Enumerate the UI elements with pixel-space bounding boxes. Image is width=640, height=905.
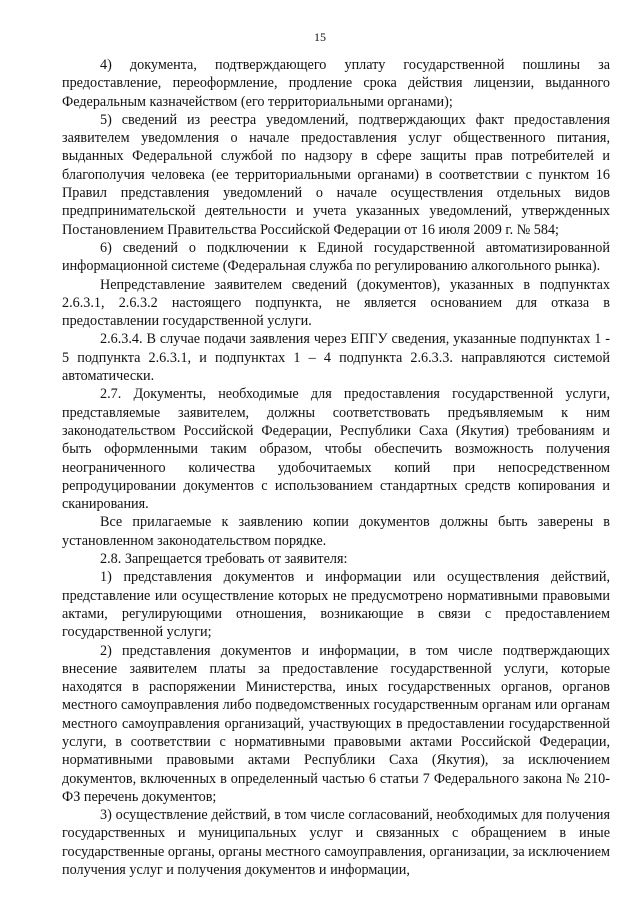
paragraph-non-submission: Непредставление заявителем сведений (документов), указанных в подпунктах 2.6.3.1, 2.6.3.2 настоящего подпункта, не является основанием для отказа в предоставлении государственной услуги. (62, 276, 610, 330)
paragraph-2-8-item-2: 2) представления документов и информации, в том числе подтверждающих внесение заявителем платы за предоставление государственной услуги, которые находятся в распоряжении Министерства, иных государственных органов, органов местного самоуправления либо подведомственных государственным органам или органам местного самоуправления организаций, участвующих в предоставлении государственной услуги, в соответствии с нормативными правовыми актами Российской Федерации, нормативными правовыми актами Республики Саха (Якутия), за исключением документов, включенных в определенный частью 6 статьи 7 Федерального закона № 210-ФЗ перечень документов; (62, 642, 610, 805)
paragraph-2-7: 2.7. Документы, необходимые для предоставления государственной услуги, представляемые заявителем, должны соответствовать предъявляемым к ним законодательством Российской Федерации, Республики Саха (Якутия) требованиям и быть оформленными таким образом, чтобы обеспечить возможность получения неограниченного количества удобочитаемых копий при непосредственном репродуцировании документов с использованием стандартных средств копирования и сканирования. (62, 386, 610, 513)
paragraph-copies-certified: Все прилагаемые к заявлению копии документов должны быть заверены в установленном законодательством порядке. (62, 514, 610, 549)
paragraph-2-8-item-1: 1) представления документов и информации или осуществления действий, представление или осуществление которых не предусмотрено нормативными правовыми актами, регулирующими отношения, возникающие в связи с предоставлением государственной услуги; (62, 569, 610, 641)
page-number: 15 (314, 30, 326, 44)
paragraph-item-6-egais-connection: 6) сведений о подключении к Единой государственной автоматизированной информационной системе (Федеральная служба по регулированию алкогольного рынка). (62, 239, 610, 275)
paragraph-2-8-item-3: 3) осуществление действий, в том числе согласований, необходимых для получения государственных и муниципальных услуг и связанных с обращением в иные государственные органы, органы местного самоуправления, организации, за исключением получения услуг и получения документов и информации, (62, 807, 610, 879)
paragraph-2-8-heading: 2.8. Запрещается требовать от заявителя: (100, 551, 348, 568)
paragraph-item-4-state-fee: 4) документа, подтверждающего уплату государственной пошлины за предоставление, переоформление, продление срока действия лицензии, выданного Федеральным казначейством (его территориальными органами); (62, 57, 610, 110)
paragraph-2-6-3-4: 2.6.3.4. В случае подачи заявления через ЕПГУ сведения, указанные подпунктах 1 - 5 подпункта 2.6.3.1, и подпунктах 1 – 4 подпункта 2.6.3.3. направляются системой автоматически. (62, 331, 610, 385)
paragraph-item-5-notification-registry: 5) сведений из реестра уведомлений, подтверждающих факт предоставления заявителем уведомления о начале предоставления услуг общественного питания, выданных Федеральной службой по надзору в сфере защиты прав потребителей и благополучия человека (ее территориальными органами) в соответствии с пунктом 16 Правил представления уведомлений о начале осуществления отдельных видов предпринимательской деятельности и учета указанных уведомлений, утвержденных Постановлением Правительства Российской Федерации от 16 июля 2009 г. № 584; (62, 111, 610, 238)
document-body (62, 56, 610, 879)
